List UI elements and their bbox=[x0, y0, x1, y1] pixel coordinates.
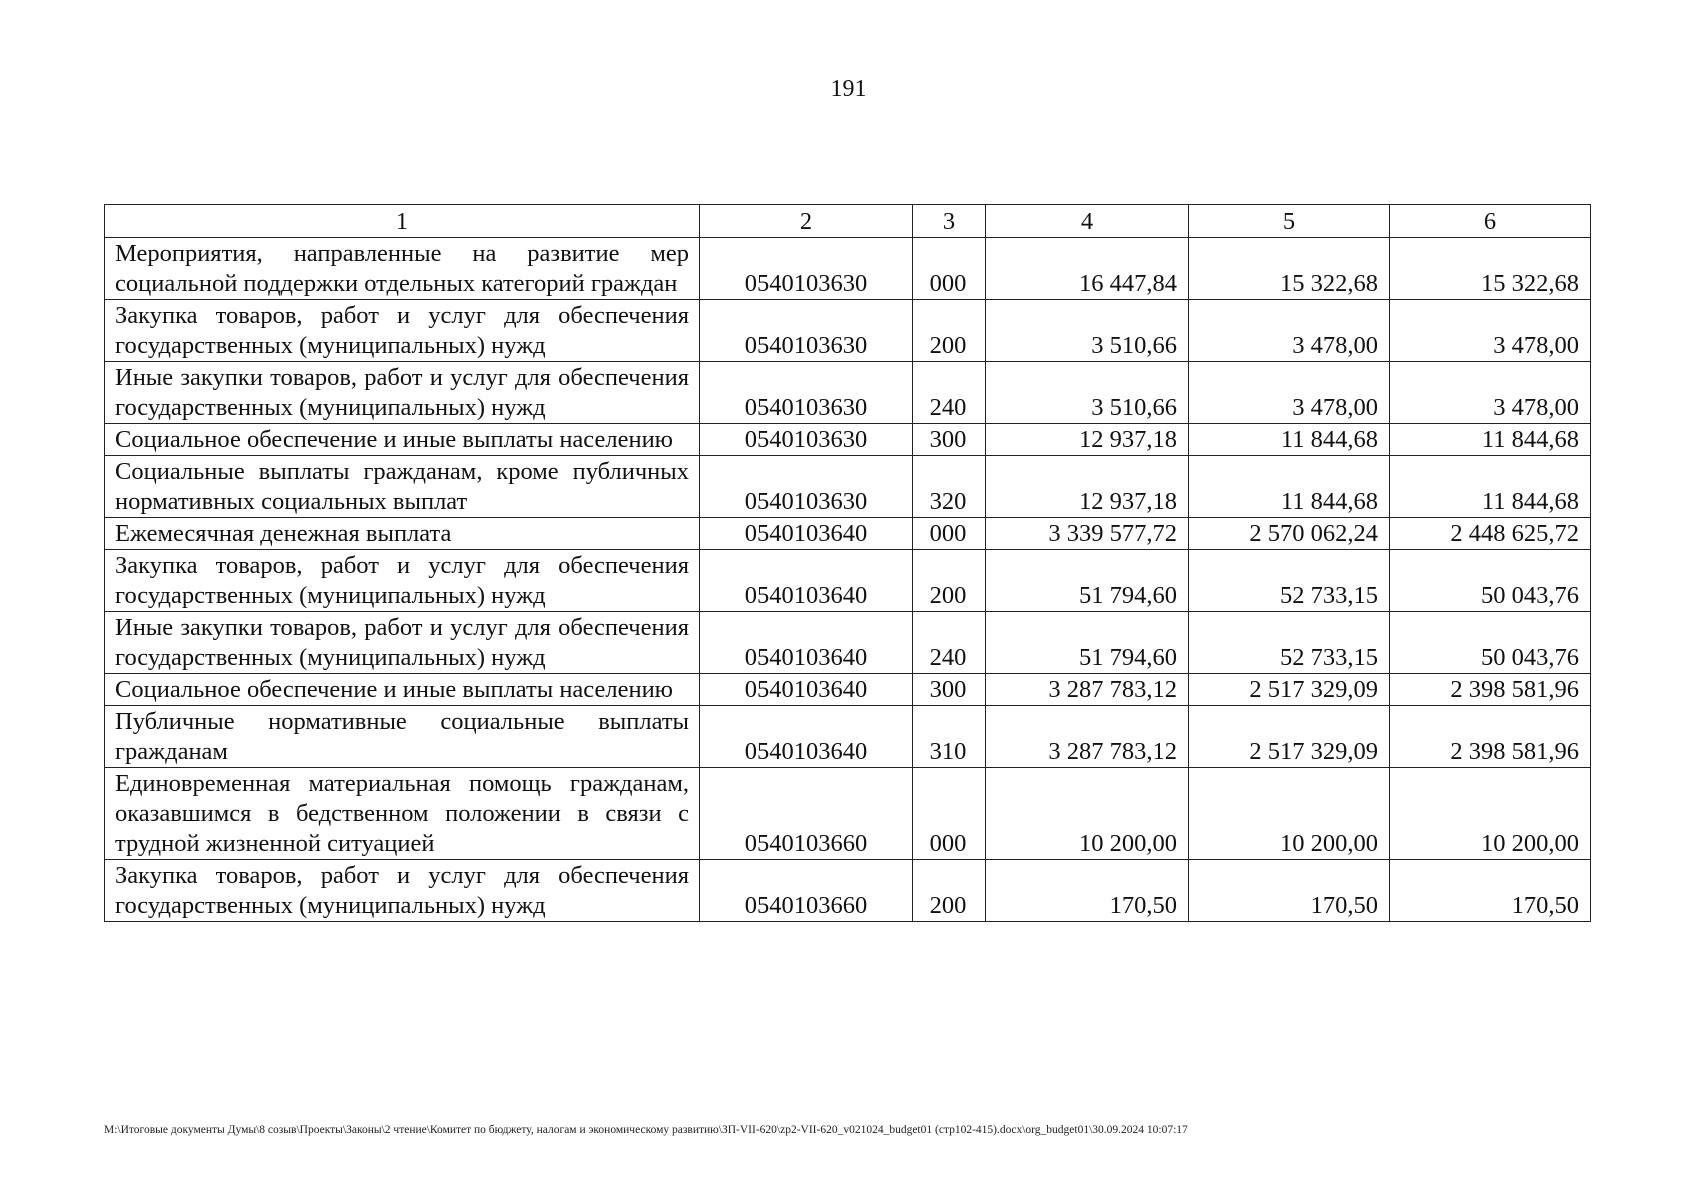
expense-type-code-cell: 200 bbox=[913, 300, 986, 362]
expense-type-code-cell: 200 bbox=[913, 550, 986, 612]
amount-col5-cell: 11 844,68 bbox=[1189, 456, 1390, 518]
amount-col4-cell: 3 510,66 bbox=[986, 362, 1189, 424]
amount-col6-cell: 2 398 581,96 bbox=[1390, 706, 1591, 768]
row-name-cell: Единовременная материальная помощь гражданам, оказавшимся в бедственном положении в связи с трудной жизненной ситуацией bbox=[105, 768, 700, 860]
amount-col6-cell: 170,50 bbox=[1390, 860, 1591, 922]
target-article-code-cell: 0540103640 bbox=[700, 518, 913, 550]
amount-col4-cell: 12 937,18 bbox=[986, 424, 1189, 456]
row-name-cell: Мероприятия, направленные на развитие мер социальной поддержки отдельных категорий граждан bbox=[105, 238, 700, 300]
amount-col5-cell: 52 733,15 bbox=[1189, 612, 1390, 674]
amount-col5-cell: 170,50 bbox=[1189, 860, 1390, 922]
row-name-cell: Социальное обеспечение и иные выплаты населению bbox=[105, 674, 700, 706]
budget-table bbox=[104, 204, 1591, 922]
table-header-row bbox=[105, 205, 1591, 238]
row-name-cell: Закупка товаров, работ и услуг для обеспечения государственных (муниципальных) нужд bbox=[105, 550, 700, 612]
expense-type-code-cell: 000 bbox=[913, 768, 986, 860]
amount-col4-cell: 51 794,60 bbox=[986, 612, 1189, 674]
table-row bbox=[105, 860, 1591, 922]
amount-col4-cell: 51 794,60 bbox=[986, 550, 1189, 612]
amount-col6-cell: 3 478,00 bbox=[1390, 362, 1591, 424]
amount-col4-cell: 10 200,00 bbox=[986, 768, 1189, 860]
amount-col4-cell: 3 339 577,72 bbox=[986, 518, 1189, 550]
table-row bbox=[105, 612, 1591, 674]
row-name-cell: Ежемесячная денежная выплата bbox=[105, 518, 700, 550]
amount-col4-cell: 3 287 783,12 bbox=[986, 706, 1189, 768]
amount-col5-cell: 11 844,68 bbox=[1189, 424, 1390, 456]
row-name-cell: Иные закупки товаров, работ и услуг для обеспечения государственных (муниципальных) нужд bbox=[105, 362, 700, 424]
column-header-3: 3 bbox=[913, 205, 986, 238]
column-header-1: 1 bbox=[105, 205, 700, 238]
table-row bbox=[105, 424, 1591, 456]
target-article-code-cell: 0540103630 bbox=[700, 300, 913, 362]
expense-type-code-cell: 240 bbox=[913, 362, 986, 424]
table-row bbox=[105, 768, 1591, 860]
amount-col5-cell: 15 322,68 bbox=[1189, 238, 1390, 300]
target-article-code-cell: 0540103630 bbox=[700, 424, 913, 456]
table-row bbox=[105, 706, 1591, 768]
target-article-code-cell: 0540103640 bbox=[700, 706, 913, 768]
target-article-code-cell: 0540103660 bbox=[700, 860, 913, 922]
target-article-code-cell: 0540103640 bbox=[700, 612, 913, 674]
target-article-code-cell: 0540103630 bbox=[700, 362, 913, 424]
amount-col6-cell: 50 043,76 bbox=[1390, 612, 1591, 674]
amount-col6-cell: 2 448 625,72 bbox=[1390, 518, 1591, 550]
table-row bbox=[105, 550, 1591, 612]
row-name-cell: Закупка товаров, работ и услуг для обеспечения государственных (муниципальных) нужд bbox=[105, 300, 700, 362]
expense-type-code-cell: 300 bbox=[913, 674, 986, 706]
target-article-code-cell: 0540103630 bbox=[700, 238, 913, 300]
table-row bbox=[105, 362, 1591, 424]
amount-col4-cell: 170,50 bbox=[986, 860, 1189, 922]
expense-type-code-cell: 000 bbox=[913, 238, 986, 300]
amount-col6-cell: 11 844,68 bbox=[1390, 456, 1591, 518]
amount-col5-cell: 10 200,00 bbox=[1189, 768, 1390, 860]
table-row bbox=[105, 300, 1591, 362]
amount-col6-cell: 11 844,68 bbox=[1390, 424, 1591, 456]
page-number: 191 bbox=[830, 76, 867, 102]
table-row bbox=[105, 456, 1591, 518]
expense-type-code-cell: 240 bbox=[913, 612, 986, 674]
amount-col5-cell: 52 733,15 bbox=[1189, 550, 1390, 612]
row-name-cell: Иные закупки товаров, работ и услуг для обеспечения государственных (муниципальных) нужд bbox=[105, 612, 700, 674]
column-header-6: 6 bbox=[1390, 205, 1591, 238]
target-article-code-cell: 0540103630 bbox=[700, 456, 913, 518]
table-row bbox=[105, 674, 1591, 706]
table-row bbox=[105, 518, 1591, 550]
target-article-code-cell: 0540103640 bbox=[700, 674, 913, 706]
expense-type-code-cell: 320 bbox=[913, 456, 986, 518]
expense-type-code-cell: 310 bbox=[913, 706, 986, 768]
expense-type-code-cell: 000 bbox=[913, 518, 986, 550]
amount-col5-cell: 3 478,00 bbox=[1189, 300, 1390, 362]
amount-col5-cell: 2 517 329,09 bbox=[1189, 706, 1390, 768]
amount-col6-cell: 10 200,00 bbox=[1390, 768, 1591, 860]
amount-col6-cell: 2 398 581,96 bbox=[1390, 674, 1591, 706]
amount-col5-cell: 2 570 062,24 bbox=[1189, 518, 1390, 550]
table-row bbox=[105, 238, 1591, 300]
amount-col5-cell: 3 478,00 bbox=[1189, 362, 1390, 424]
target-article-code-cell: 0540103640 bbox=[700, 550, 913, 612]
amount-col6-cell: 3 478,00 bbox=[1390, 300, 1591, 362]
row-name-cell: Публичные нормативные социальные выплаты гражданам bbox=[105, 706, 700, 768]
row-name-cell: Социальные выплаты гражданам, кроме публичных нормативных социальных выплат bbox=[105, 456, 700, 518]
amount-col4-cell: 12 937,18 bbox=[986, 456, 1189, 518]
amount-col6-cell: 50 043,76 bbox=[1390, 550, 1591, 612]
column-header-2: 2 bbox=[700, 205, 913, 238]
table-body bbox=[105, 205, 1591, 922]
target-article-code-cell: 0540103660 bbox=[700, 768, 913, 860]
file-path-footer: M:\Итоговые документы Думы\8 созыв\Проекты\Законы\2 чтение\Комитет по бюджету, налогам и экономическому развитию\ЗП-VII-620\zp2-VII-620_v021024_budget01 (стр102-415).docx\org_budget01\30.09.2024 10:07:17 bbox=[104, 1124, 1188, 1136]
row-name-cell: Закупка товаров, работ и услуг для обеспечения государственных (муниципальных) нужд bbox=[105, 860, 700, 922]
amount-col4-cell: 3 510,66 bbox=[986, 300, 1189, 362]
expense-type-code-cell: 200 bbox=[913, 860, 986, 922]
amount-col4-cell: 3 287 783,12 bbox=[986, 674, 1189, 706]
column-header-4: 4 bbox=[986, 205, 1189, 238]
amount-col6-cell: 15 322,68 bbox=[1390, 238, 1591, 300]
row-name-cell: Социальное обеспечение и иные выплаты населению bbox=[105, 424, 700, 456]
amount-col4-cell: 16 447,84 bbox=[986, 238, 1189, 300]
amount-col5-cell: 2 517 329,09 bbox=[1189, 674, 1390, 706]
expense-type-code-cell: 300 bbox=[913, 424, 986, 456]
column-header-5: 5 bbox=[1189, 205, 1390, 238]
